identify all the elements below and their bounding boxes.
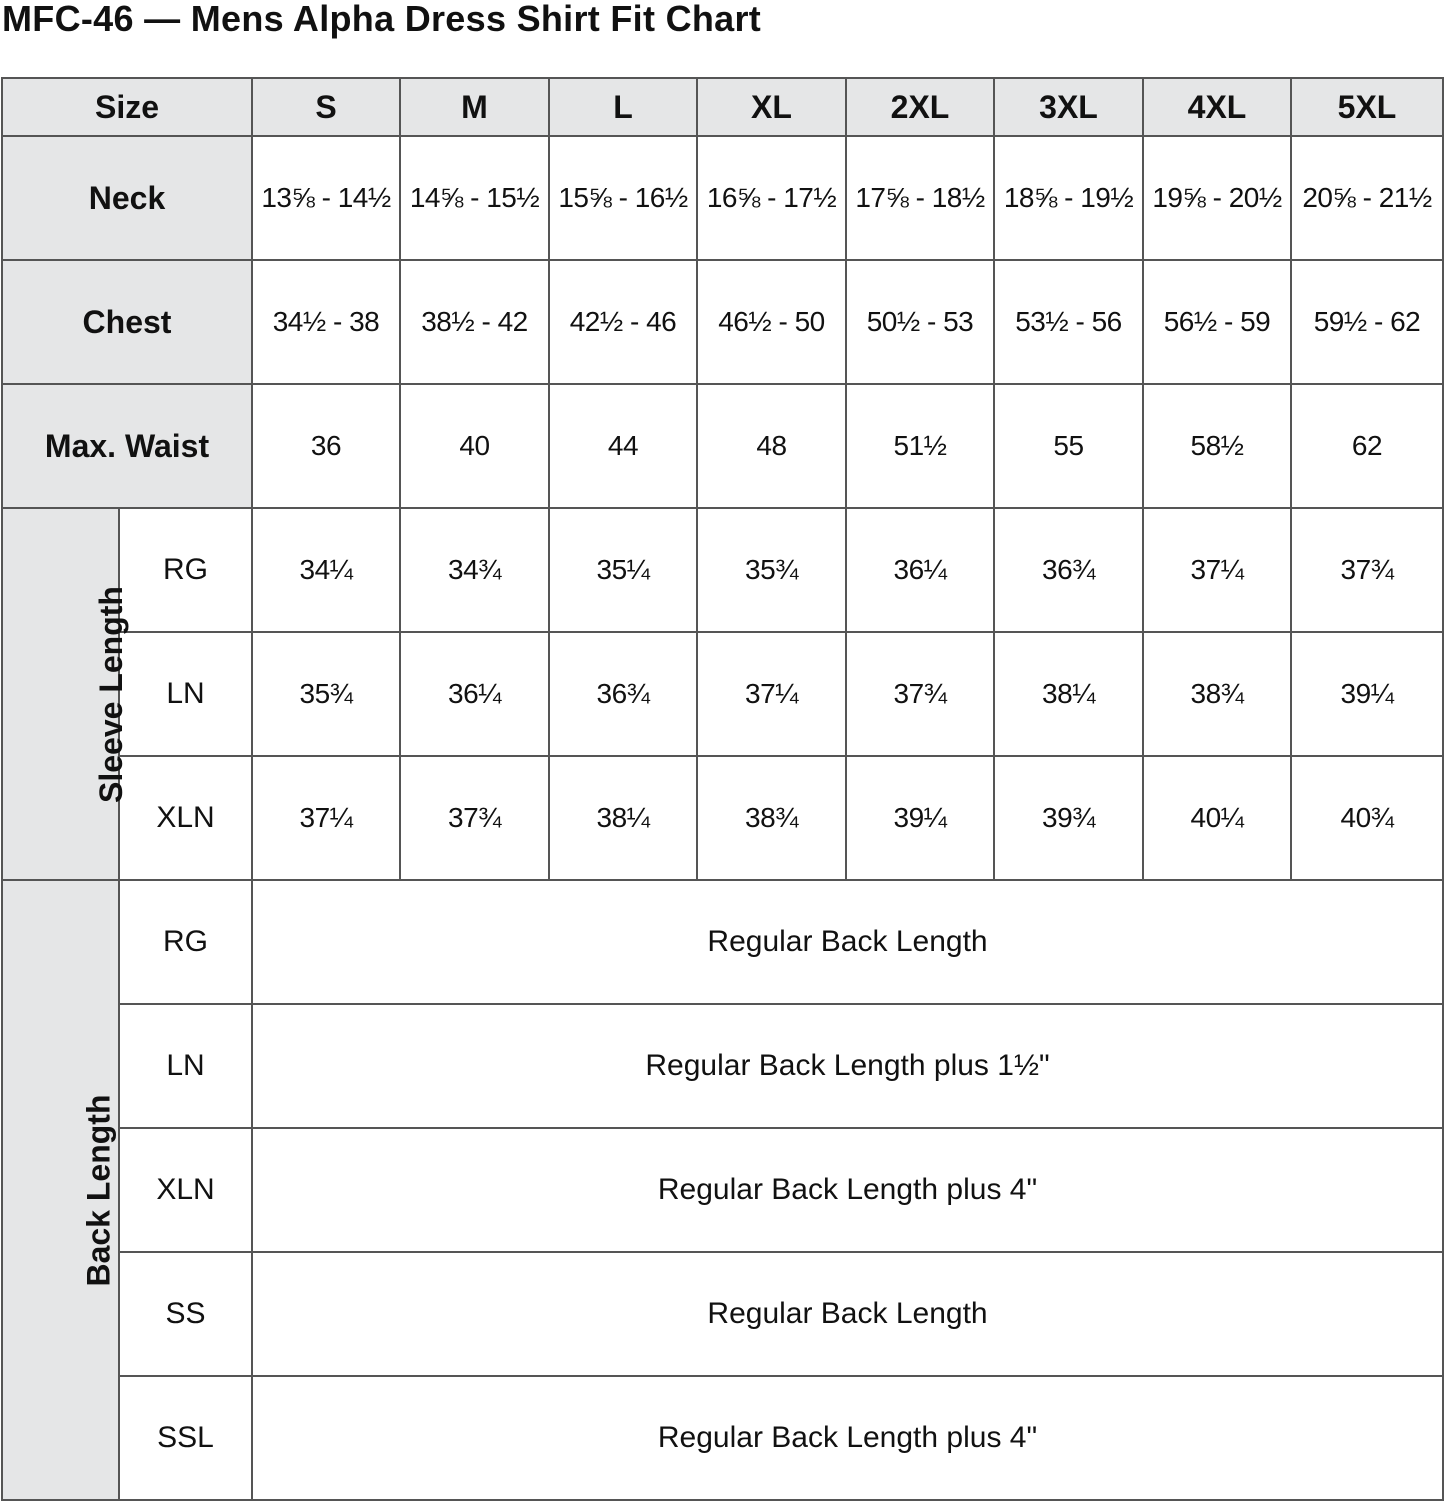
sleeve-ln-row [2,632,1443,756]
neck-value: 17⅝ - 18½ [846,136,994,260]
waist-value: 40 [400,384,549,508]
neck-value: 14⅝ - 15½ [400,136,549,260]
sleeve-value: 37¾ [1291,508,1443,632]
sleeve-length-group-label [2,508,129,880]
size-header-s: S [252,78,400,136]
size-header-xl: XL [697,78,846,136]
waist-value: 62 [1291,384,1443,508]
sleeve-rg-row [2,508,1443,632]
waist-value: 58½ [1143,384,1291,508]
sleeve-value: 40¾ [1291,756,1443,880]
sleeve-value: 35¾ [697,508,846,632]
back-length-description: Regular Back Length [252,1252,1443,1376]
neck-label: Neck [2,136,252,260]
back-sub-label: SS [119,1252,252,1376]
back-length-label: Back Length [80,1093,117,1287]
chest-value: 46½ - 50 [697,260,846,384]
sleeve-value: 37¾ [400,756,549,880]
back-sub-label: SSL [119,1376,252,1500]
sleeve-sub-label: XLN [119,756,252,880]
chest-value: 53½ - 56 [994,260,1143,384]
chest-value: 42½ - 46 [549,260,697,384]
sleeve-value: 37¾ [846,632,994,756]
waist-row [2,384,1443,508]
neck-row [2,136,1443,260]
back-ss-row [2,1252,1443,1376]
size-header-5xl: 5XL [1291,78,1443,136]
sleeve-value: 35¼ [549,508,697,632]
back-length-group-label [2,880,119,1500]
chest-label: Chest [2,260,252,384]
chest-value: 34½ - 38 [252,260,400,384]
chest-value: 56½ - 59 [1143,260,1291,384]
neck-value: 18⅝ - 19½ [994,136,1143,260]
neck-value: 20⅝ - 21½ [1291,136,1443,260]
sleeve-sub-label: LN [119,632,252,756]
sleeve-value: 36¼ [400,632,549,756]
back-ln-row [2,1004,1443,1128]
neck-value: 19⅝ - 20½ [1143,136,1291,260]
size-header-2xl: 2XL [846,78,994,136]
back-length-description: Regular Back Length [252,880,1443,1004]
sleeve-value: 39¼ [846,756,994,880]
chest-row [2,260,1443,384]
sleeve-value: 36¼ [846,508,994,632]
sleeve-value: 38¾ [697,756,846,880]
size-header-label: Size [2,78,252,136]
waist-value: 51½ [846,384,994,508]
neck-value: 13⅝ - 14½ [252,136,400,260]
back-sub-label: LN [119,1004,252,1128]
sleeve-value: 40¼ [1143,756,1291,880]
page-title: MFC-46 — Mens Alpha Dress Shirt Fit Chart [2,0,762,39]
sleeve-xln-row [2,756,1443,880]
sleeve-value: 38¾ [1143,632,1291,756]
neck-value: 16⅝ - 17½ [697,136,846,260]
back-xln-row [2,1128,1443,1252]
waist-value: 44 [549,384,697,508]
sleeve-value: 36¾ [549,632,697,756]
sleeve-value: 38¼ [549,756,697,880]
sleeve-value: 35¾ [252,632,400,756]
sleeve-value: 39¼ [1291,632,1443,756]
size-header-m: M [400,78,549,136]
size-header-row [2,78,1443,136]
back-length-description: Regular Back Length plus 4" [252,1376,1443,1500]
waist-label: Max. Waist [2,384,252,508]
chest-value: 59½ - 62 [1291,260,1443,384]
chest-value: 50½ - 53 [846,260,994,384]
waist-value: 36 [252,384,400,508]
back-sub-label: XLN [119,1128,252,1252]
fit-chart-table [1,77,1444,1501]
sleeve-value: 34¼ [252,508,400,632]
sleeve-value: 37¼ [1143,508,1291,632]
chest-value: 38½ - 42 [400,260,549,384]
back-rg-row [2,880,1443,1004]
sleeve-value: 34¾ [400,508,549,632]
sleeve-sub-label: RG [119,508,252,632]
sleeve-value: 38¼ [994,632,1143,756]
sleeve-value: 37¼ [252,756,400,880]
neck-value: 15⅝ - 16½ [549,136,697,260]
size-header-l: L [549,78,697,136]
sleeve-value: 39¾ [994,756,1143,880]
waist-value: 48 [697,384,846,508]
back-sub-label: RG [119,880,252,1004]
back-length-description: Regular Back Length plus 4" [252,1128,1443,1252]
sleeve-value: 37¼ [697,632,846,756]
size-header-4xl: 4XL [1143,78,1291,136]
sleeve-length-label: Sleeve Length [92,585,129,803]
waist-value: 55 [994,384,1143,508]
sleeve-value: 36¾ [994,508,1143,632]
back-length-description: Regular Back Length plus 1½" [252,1004,1443,1128]
back-ssl-row [2,1376,1443,1500]
size-header-3xl: 3XL [994,78,1143,136]
